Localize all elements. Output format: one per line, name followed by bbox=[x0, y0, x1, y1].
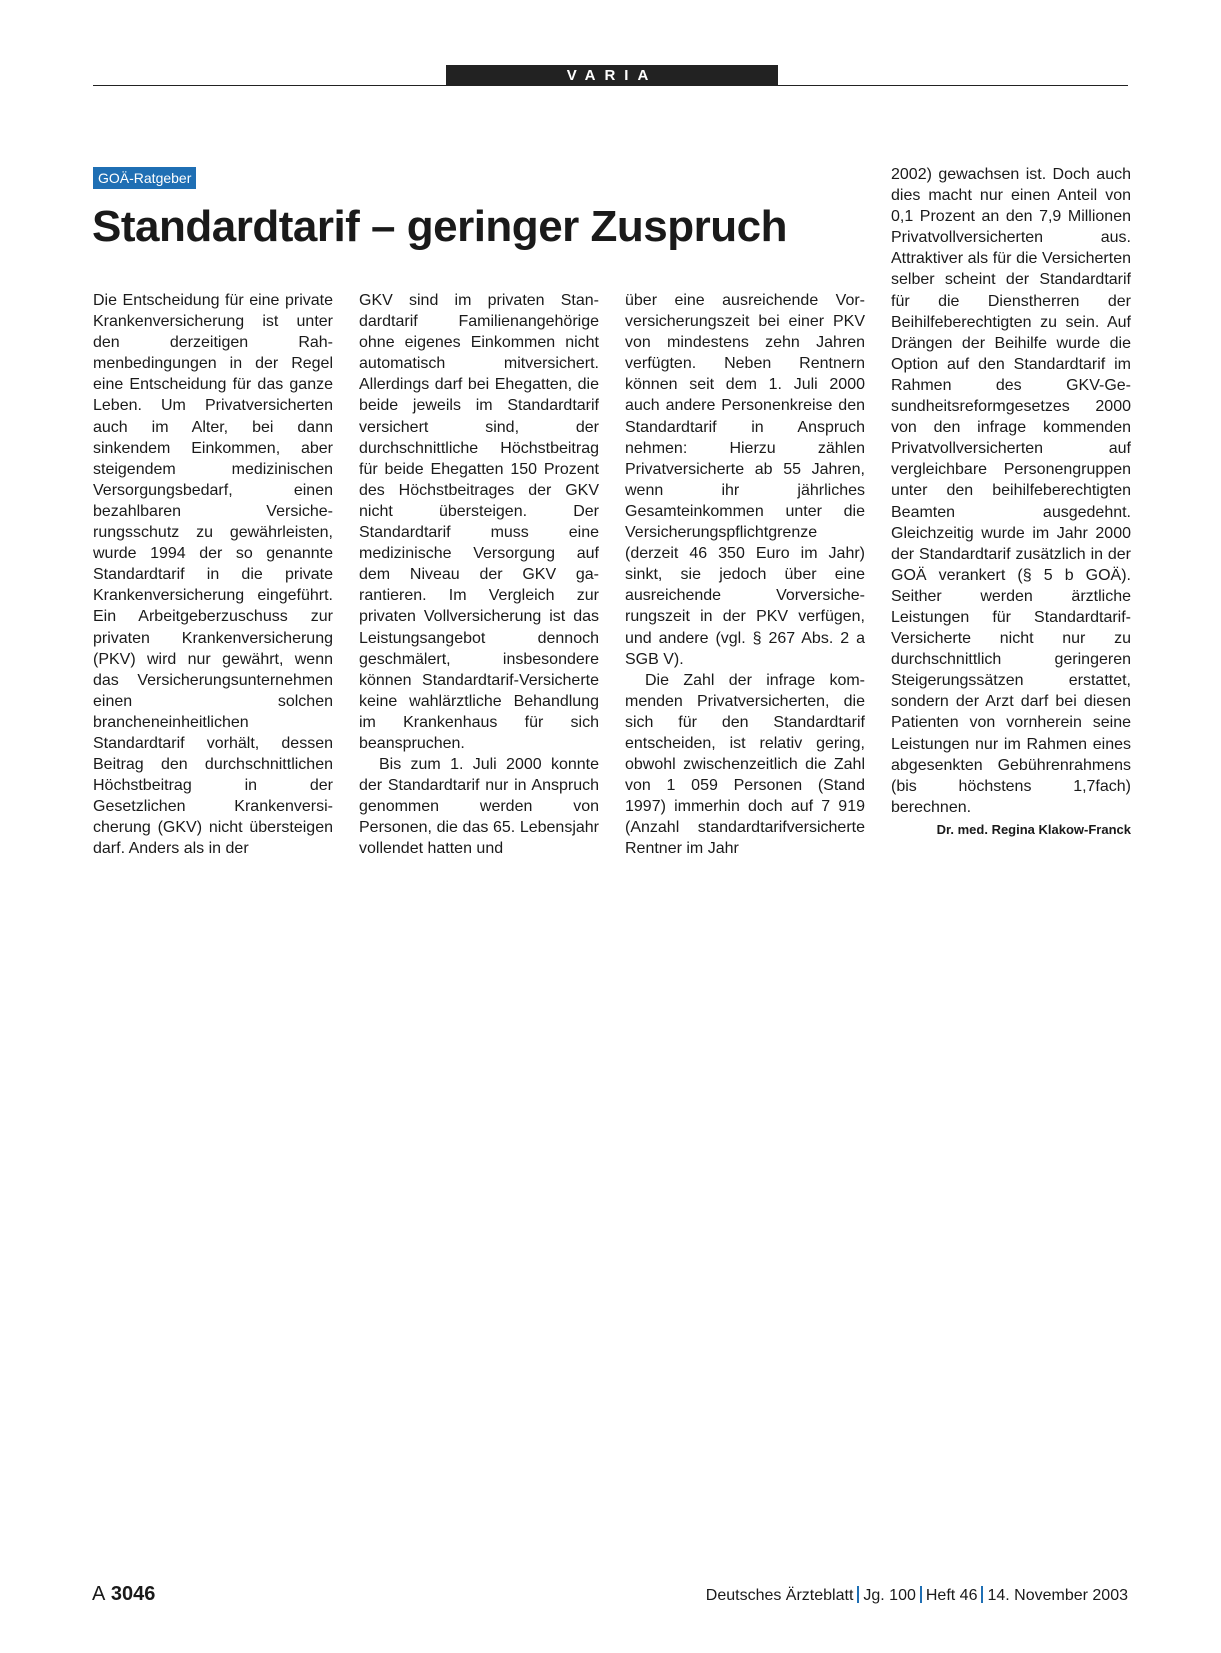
separator bbox=[857, 1586, 859, 1603]
text-column-3 bbox=[625, 290, 865, 860]
author-byline: Dr. med. Regina Klakow-Franck bbox=[936, 821, 1131, 837]
page-number: 3046 bbox=[110, 1583, 156, 1605]
paragraph: Bis zum 1. Juli 2000 konnte der Standardtarif nur in Anspruch genommen werden von Personen, die das 65. Lebensjahr vollendet hatten und bbox=[359, 756, 599, 858]
kicker-badge: GOÄ-Ratgeber bbox=[93, 167, 196, 189]
text-column-4 bbox=[891, 164, 1131, 840]
text-column-1 bbox=[93, 290, 333, 860]
volume: Jg. 100 bbox=[863, 1587, 916, 1604]
paragraph: 2002) gewachsen ist. Doch auch dies macht nur einen Anteil von 0,1 Prozent an den 7,9 Millionen Privatvollversicherten aus. Attraktiver als für die Versicherten selber scheint der Standardtarif für die Dienstherren der Beihilfeberechtigten zu sein. Auf Drängen der Beihilfe wurde die Option auf den Standardtarif im Rahmen des GKV-Gesundheitsreformgesetzes 2000 von den infrage kommenden Privatvollversicherten auf vergleichbare Personengruppen unter den beihilfeberechtigten Beamten ausgedehnt. Gleichzeitig wurde im Jahr 2000 der Standardtarif zusätzlich in der GOÄ verankert (§ 5 b GOÄ). Seither werden ärztliche Leistungen für Standardtarif-Versicherte nicht nur zu durchschnittlich geringeren Steigerungssätzen erstattet, sondern der Arzt darf bei diesen Patienten von vornherein seine Leistungen nur im Rahmen eines abgesenkten Gebührenrahmens (bis höchstens 1,7fach) berechnen. bbox=[891, 166, 1131, 816]
paragraph: GKV sind im privaten Standardtarif Familienangehörige ohne eigenes Einkommen nicht automatisch mitversichert. Allerdings darf bei Ehegatten, die beide jeweils im Standardtarif versichert sind, der durchschnittliche Höchstbeitrag für beide Ehegatten 150 Prozent des Höchstbeitrages der GKV nicht übersteigen. Der Standardtarif muss eine medizinische Versorgung auf dem Niveau der GKV garantieren. Im Vergleich zur privaten Vollversicherung ist das Leistungsangebot dennoch geschmälert, insbesondere können Standardtarif-Versicherte keine wahlärztliche Behandlung im Krankenhaus für sich beanspruchen. bbox=[359, 292, 599, 752]
page-number-block bbox=[92, 1583, 155, 1606]
issue-date: 14. November 2003 bbox=[987, 1587, 1128, 1604]
paragraph: Die Entscheidung für eine private Krankenversicherung ist unter den derzeitigen Rahmenbedingungen in der Regel eine Entscheidung für das ganze Leben. Um Privatversicherten auch im Alter, bei dann sinkendem Einkommen, aber steigendem medizinischen Versorgungsbedarf, einen bezahlbaren Versicherungsschutz zu gewährleisten, wurde 1994 der so genannte Standardtarif in die private Krankenversicherung eingeführt. Ein Arbeitgeberzuschuss zur privaten Krankenversicherung (PKV) wird nur gewährt, wenn das Versicherungsunternehmen einen solchen brancheneinheitlichen Standardtarif vorhält, dessen Beitrag den durchschnittlichen Höchstbeitrag in der Gesetzlichen Krankenversicherung (GKV) nicht übersteigen darf. Anders als in der bbox=[93, 292, 333, 858]
paragraph: über eine ausreichende Vorversicherungszeit bei einer PKV von mindestens zehn Jahren verfügten. Neben Rentnern können seit dem 1. Juli 2000 auch andere Personenkreise den Standardtarif in Anspruch nehmen: Hierzu zählen Privatversicherte ab 55 Jahren, wenn ihr jährliches Gesamteinkommen unter die Versicherungspflichtgrenze (derzeit 46 350 Euro im Jahr) sinkt, sie jedoch über eine ausreichende Vorversicherungszeit in der PKV verfügen, und andere (vgl. § 267 Abs. 2 a SGB V). bbox=[625, 292, 865, 668]
footer-citation bbox=[706, 1586, 1128, 1605]
issue: Heft 46 bbox=[925, 1587, 978, 1604]
journal-name: Deutsches Ärzteblatt bbox=[705, 1587, 854, 1604]
article-title: Standardtarif – geringer Zuspruch bbox=[92, 202, 787, 251]
separator bbox=[981, 1586, 983, 1603]
paragraph: Die Zahl der infrage kommenden Privatversicherten, die sich für den Standardtarif entscheiden, ist relativ gering, obwohl zwischenzeitlich die Zahl von 1 059 Personen (Stand 1997) immerhin doch auf 7 919 (Anzahl standardtarifversicherte Rentner im Jahr bbox=[625, 671, 865, 858]
edition-mark: A bbox=[92, 1583, 106, 1605]
section-label: VARIA bbox=[446, 65, 778, 86]
text-column-2 bbox=[359, 290, 599, 860]
separator bbox=[920, 1586, 922, 1603]
